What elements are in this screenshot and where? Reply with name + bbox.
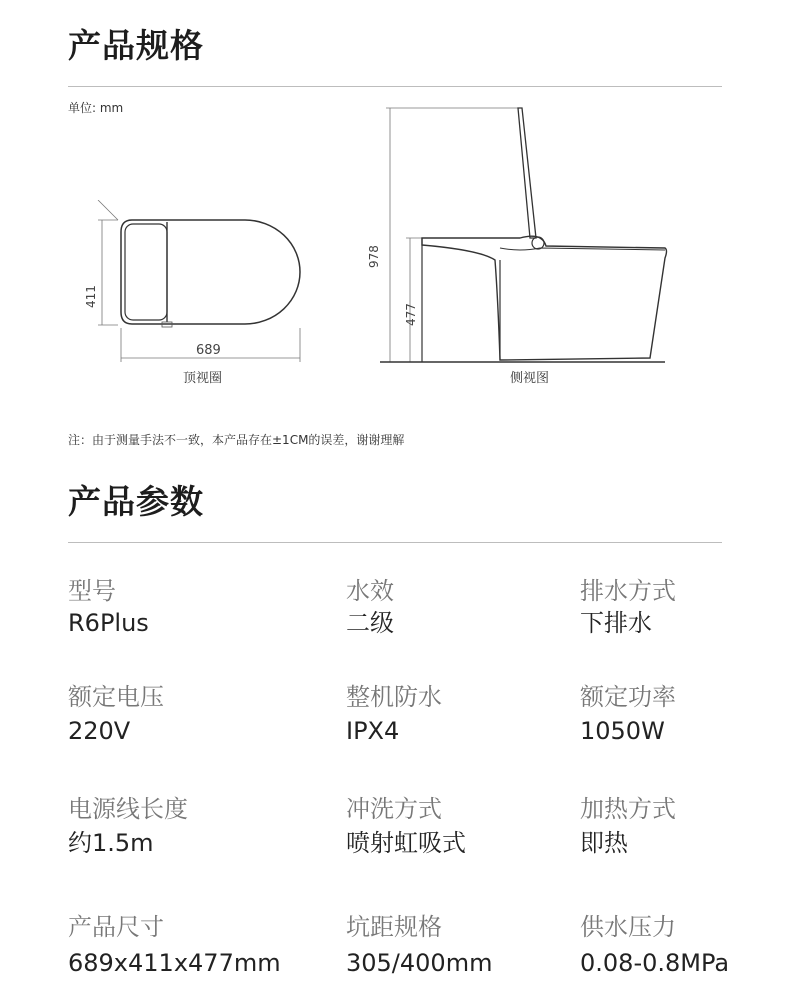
unit-label: 单位: mm (68, 101, 124, 115)
spec-section-title: 产品规格 (68, 26, 204, 65)
param-value: 0.08-0.8MPa (580, 949, 730, 977)
top-view-height-dim: 411 (84, 285, 98, 308)
side-view-lid (518, 108, 536, 238)
param-value: R6Plus (68, 609, 149, 637)
param-value: IPX4 (346, 717, 400, 745)
side-view-caption: 侧视图 (510, 371, 550, 386)
side-view-hinge (532, 237, 544, 249)
param-label: 排水方式 (580, 577, 676, 605)
params-section-title: 产品参数 (68, 482, 204, 521)
top-view-caption: 顶视圈 (183, 371, 223, 386)
param-label: 型号 (68, 577, 116, 605)
param-label: 电源线长度 (68, 795, 188, 823)
side-view-seat-line (500, 248, 665, 250)
param-label: 产品尺寸 (68, 913, 164, 941)
param-value: 二级 (346, 609, 394, 637)
top-view-height-dim-wrap (84, 268, 100, 308)
top-view-dim-line (98, 200, 118, 220)
param-label: 额定功率 (580, 683, 676, 711)
param-label: 加热方式 (580, 795, 676, 823)
side-view-drawing (380, 100, 680, 370)
param-value: 即热 (580, 829, 628, 857)
param-label: 供水压力 (580, 913, 676, 941)
param-value: 220V (68, 717, 131, 745)
param-label: 水效 (346, 577, 394, 605)
params-section-divider (68, 542, 722, 543)
side-view-body (422, 236, 667, 360)
param-value: 下排水 (580, 609, 652, 637)
spec-section-divider (68, 86, 722, 87)
param-value: 305/400mm (346, 949, 493, 977)
param-label: 额定电压 (68, 683, 164, 711)
top-view-toilet-outline (121, 220, 300, 324)
top-view-tank-outline (125, 224, 167, 320)
param-value: 1050W (580, 717, 665, 745)
side-view-seat-height-dim: 477 (404, 303, 418, 326)
top-view-width-dim: 689 (196, 343, 221, 358)
param-label: 坑距规格 (346, 913, 442, 941)
param-label: 整机防水 (346, 683, 442, 711)
side-view-total-height-dim: 978 (367, 245, 381, 268)
param-value: 喷射虹吸式 (346, 829, 466, 857)
side-view-total-height-wrap (367, 228, 383, 268)
top-view-drawing (70, 200, 320, 370)
param-label: 冲洗方式 (346, 795, 442, 823)
param-value: 约1.5m (68, 829, 154, 857)
param-value: 689x411x477mm (68, 949, 281, 977)
measurement-note: 注：由于测量手法不一致，本产品存在±1CM的误差，谢谢理解 (68, 433, 405, 447)
side-view-seat-height-wrap (404, 286, 420, 326)
